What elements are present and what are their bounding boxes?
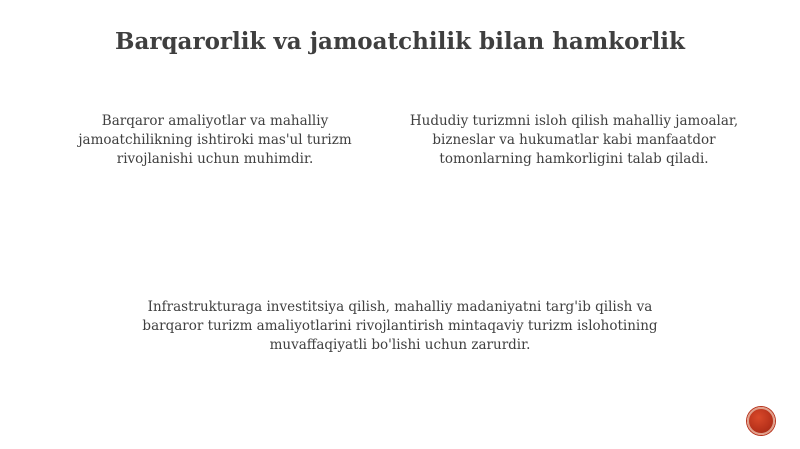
- paragraph-left: Barqaror amaliyotlar va mahalliy jamoatchilikning ishtiroki mas'ul turizm rivojlanishi uchun muhimdir.: [78, 113, 352, 167]
- paragraph-bottom: Infrastrukturaga investitsiya qilish, mahalliy madaniyatni targ'ib qilish va barqaror turizm amaliyotlarini rivojlantirish mintaqaviy turizm islohotining muvaffaqiyatli bo'lishi uchun zarurdir.: [142, 299, 658, 353]
- slide-title: Barqarorlik va jamoatchilik bilan hamkorlik: [115, 28, 685, 55]
- red-circle-icon: [747, 407, 775, 435]
- paragraph-right: Hududiy turizmni isloh qilish mahalliy jamoalar, bizneslar va hukumatlar kabi manfaatdor tomonlarning hamkorligini talab qiladi.: [409, 113, 739, 167]
